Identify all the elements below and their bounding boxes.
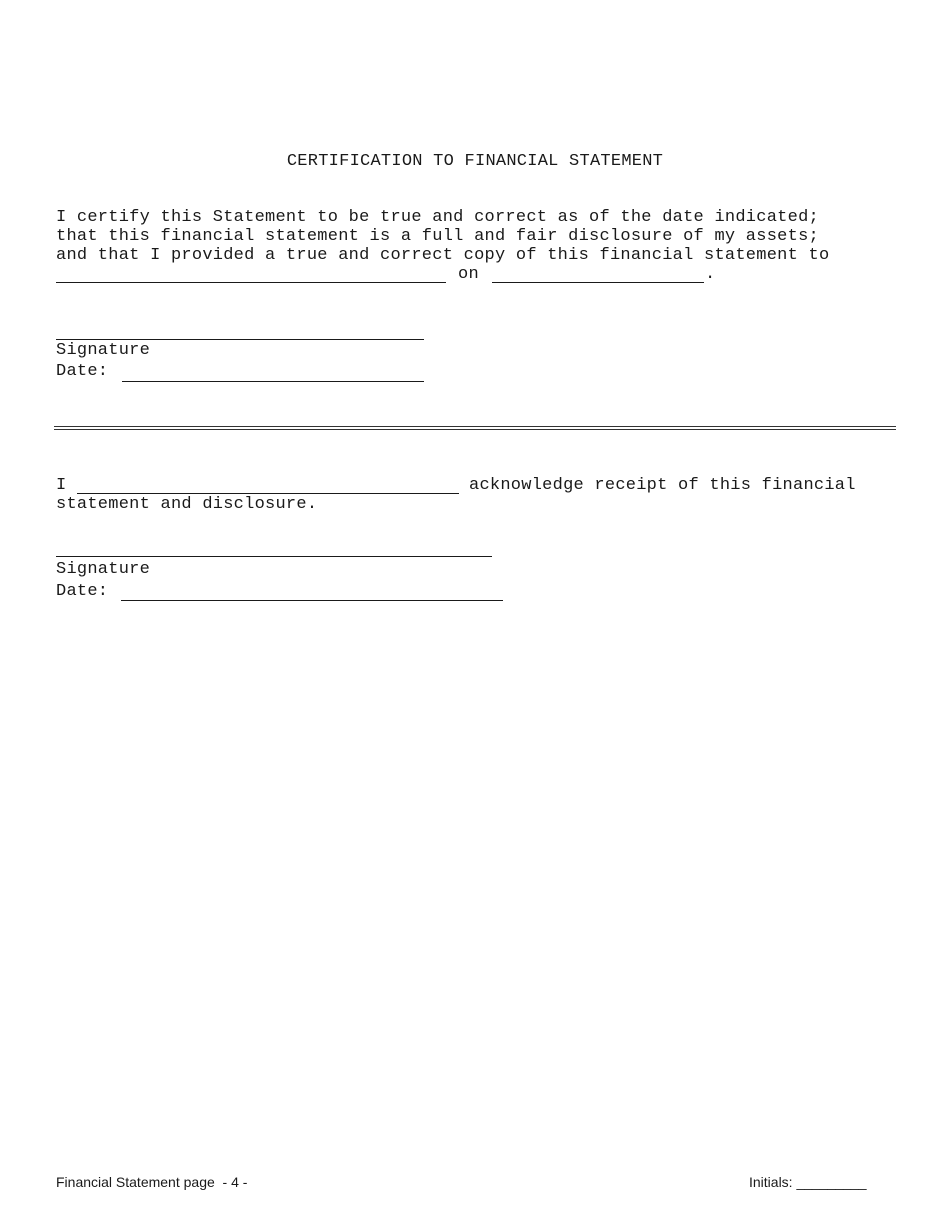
period: . bbox=[705, 265, 716, 284]
on-word: on bbox=[458, 265, 479, 284]
copy-date-blank[interactable] bbox=[492, 282, 704, 283]
acknowledgment-prefix: I bbox=[56, 476, 67, 495]
date-blank-2[interactable] bbox=[121, 600, 503, 601]
acknowledger-name-blank[interactable] bbox=[77, 493, 459, 494]
acknowledgment-suffix: acknowledge receipt of this financial bbox=[469, 476, 856, 495]
page-title: CERTIFICATION TO FINANCIAL STATEMENT bbox=[286, 152, 664, 171]
acknowledgment-line-2: statement and disclosure. bbox=[56, 495, 318, 514]
signature-line-2[interactable] bbox=[56, 556, 492, 557]
date-blank-1[interactable] bbox=[122, 381, 424, 382]
certification-line-2: that this financial statement is a full and fair disclosure of my assets; bbox=[56, 227, 819, 246]
date-label-1: Date: bbox=[56, 362, 109, 381]
signature-label-1: Signature bbox=[56, 341, 151, 360]
date-label-2: Date: bbox=[56, 582, 109, 601]
initials-label: Initials: bbox=[749, 1174, 793, 1190]
recipient-name-blank[interactable] bbox=[56, 282, 446, 283]
certification-line-3: and that I provided a true and correct copy of this financial statement to bbox=[56, 246, 830, 265]
initials-blank[interactable]: _________ bbox=[796, 1174, 867, 1190]
signature-line-1[interactable] bbox=[56, 339, 424, 340]
certification-line-1: I certify this Statement to be true and correct as of the date indicated; bbox=[56, 208, 819, 227]
footer-page-label: Financial Statement page - 4 - bbox=[56, 1174, 248, 1190]
section-divider bbox=[54, 426, 896, 430]
footer-initials bbox=[749, 1174, 867, 1190]
signature-label-2: Signature bbox=[56, 560, 151, 579]
